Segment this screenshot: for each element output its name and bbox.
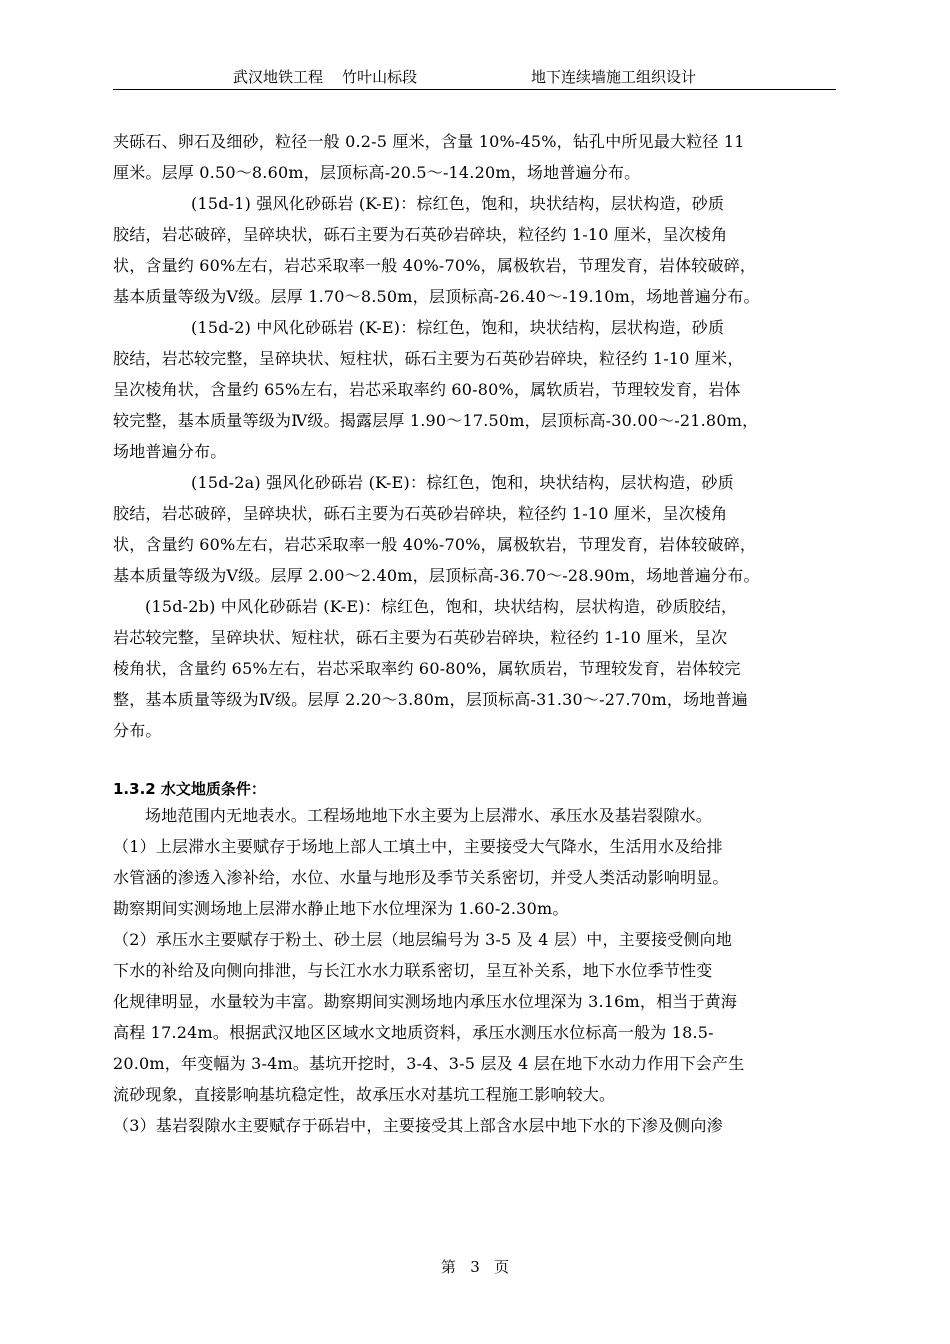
text-line: 分布。 xyxy=(113,721,162,740)
header-document-title: 地下连续墙施工组织设计 xyxy=(531,68,697,86)
text-line: 流砂现象，直接影响基坑稳定性，故承压水对基坑工程施工影响较大。 xyxy=(113,1085,616,1104)
paragraph-layer-15d-2 xyxy=(113,312,838,467)
text-line: 胶结，岩芯破碎，呈碎块状，砾石主要为石英砂岩碎块，粒径约 1-10 厘米，呈次棱角 xyxy=(113,225,728,244)
text-line: 高程 17.24m。根据武汉地区区域水文地质资料，承压水测压水位标高一般为 18.5- xyxy=(113,1023,714,1042)
paragraph-fissure-water xyxy=(113,1110,838,1141)
paragraph-layer-15d-2a xyxy=(113,467,838,591)
text-line: 场地范围内无地表水。工程场地地下水主要为上层滞水、承压水及基岩裂隙水。 xyxy=(145,806,713,825)
text-line: 状，含量约 60%左右，岩芯采取率一般 40%-70%，属极软岩，节理发育，岩体较破碎， xyxy=(113,535,757,554)
text-line: 呈次棱角状，含量约 65%左右，岩芯采取率约 60-80%，属软质岩，节理较发育，岩体 xyxy=(113,380,741,399)
text-line: 场地普遍分布。 xyxy=(113,442,227,461)
header-divider xyxy=(113,89,836,90)
paragraph-layer-15d-1 xyxy=(113,188,838,312)
text-line: 基本质量等级为Ⅴ级。层厚 2.00～2.40m，层顶标高-36.70～-28.90m，场地普遍分布。 xyxy=(113,566,760,585)
paragraph-hydro-intro xyxy=(113,800,838,831)
text-line: 棱角状，含量约 65%左右，岩芯采取率约 60-80%，属软质岩，节理较发育，岩体较完 xyxy=(113,659,741,678)
text-line: (15d-2b) 中风化砂砾岩 (K-E)：棕红色，饱和，块状结构，层状构造，砂质胶结， xyxy=(145,597,738,616)
text-line: 胶结，岩芯较完整，呈碎块状、短柱状，砾石主要为石英砂岩碎块，粒径约 1-10 厘米， xyxy=(113,349,744,368)
paragraph-perched-water xyxy=(113,831,838,924)
text-line: 状，含量约 60%左右，岩芯采取率一般 40%-70%，属极软岩，节理发育，岩体较破碎， xyxy=(113,256,757,275)
header-project-title: 武汉地铁工程 竹叶山标段 xyxy=(233,68,418,86)
paragraph-gravel-continuation xyxy=(113,126,838,188)
section-spacer xyxy=(113,746,838,778)
text-line: 基本质量等级为Ⅴ级。层厚 1.70～8.50m，层顶标高-26.40～-19.10m，场地普遍分布。 xyxy=(113,287,760,306)
text-line: 化规律明显，水量较为丰富。勘察期间实测场地内承压水位埋深为 3.16m，相当于黄海 xyxy=(113,992,738,1011)
text-line: （3）基岩裂隙水主要赋存于砾岩中，主要接受其上部含水层中地下水的下渗及侧向渗 xyxy=(113,1116,723,1135)
paragraph-layer-15d-2b xyxy=(113,591,838,746)
text-line: 整，基本质量等级为Ⅳ级。层厚 2.20～3.80m，层顶标高-31.30～-27.70m，场地普遍 xyxy=(113,690,748,709)
section-heading: 1.3.2 水文地质条件： xyxy=(113,780,266,798)
paragraph-confined-water xyxy=(113,924,838,1110)
page-header xyxy=(113,66,836,88)
text-line: (15d-1) 强风化砂砾岩 (K-E)：棕红色，饱和，块状结构，层状构造，砂质 xyxy=(191,194,725,213)
text-line: 胶结，岩芯破碎，呈碎块状，砾石主要为石英砂岩碎块，粒径约 1-10 厘米，呈次棱角 xyxy=(113,504,728,523)
page-number: 第 3 页 xyxy=(440,1258,510,1276)
text-line: 夹砾石、卵石及细砂，粒径一般 0.2-5 厘米，含量 10%-45%，钻孔中所见最大粒径 11 xyxy=(113,132,745,151)
text-line: (15d-2a) 强风化砂砾岩 (K-E)：棕红色，饱和，块状结构，层状构造，砂质 xyxy=(191,473,734,492)
text-line: 岩芯较完整，呈碎块状、短柱状，砾石主要为石英砂岩碎块，粒径约 1-10 厘米，呈次 xyxy=(113,628,728,647)
text-line: (15d-2) 中风化砂砾岩 (K-E)：棕红色，饱和，块状结构，层状构造，砂质 xyxy=(191,318,725,337)
document-body xyxy=(113,126,838,1141)
text-line: （1）上层滞水主要赋存于场地上部人工填土中，主要接受大气降水，生活用水及给排 xyxy=(113,837,723,856)
text-line: 水管涵的渗透入渗补给，水位、水量与地形及季节关系密切，并受人类活动影响明显。 xyxy=(113,868,729,887)
text-line: （2）承压水主要赋存于粉土、砂土层（地层编号为 3-5 及 4 层）中，主要接受侧向地 xyxy=(113,930,733,949)
text-line: 较完整，基本质量等级为Ⅳ级。揭露层厚 1.90～17.50m，层顶标高-30.00～-21.80m， xyxy=(113,411,759,430)
text-line: 20.0m，年变幅为 3-4m。基坑开挖时，3-4、3-5 层及 4 层在地下水动力作用下会产生 xyxy=(113,1054,745,1073)
text-line: 下水的补给及向侧向排泄，与长江水水力联系密切，呈互补关系，地下水位季节性变 xyxy=(113,961,713,980)
text-line: 厘米。层厚 0.50～8.60m，层顶标高-20.5～-14.20m，场地普遍分布。 xyxy=(113,163,641,182)
text-line: 勘察期间实测场地上层滞水静止地下水位埋深为 1.60-2.30m。 xyxy=(113,899,569,918)
